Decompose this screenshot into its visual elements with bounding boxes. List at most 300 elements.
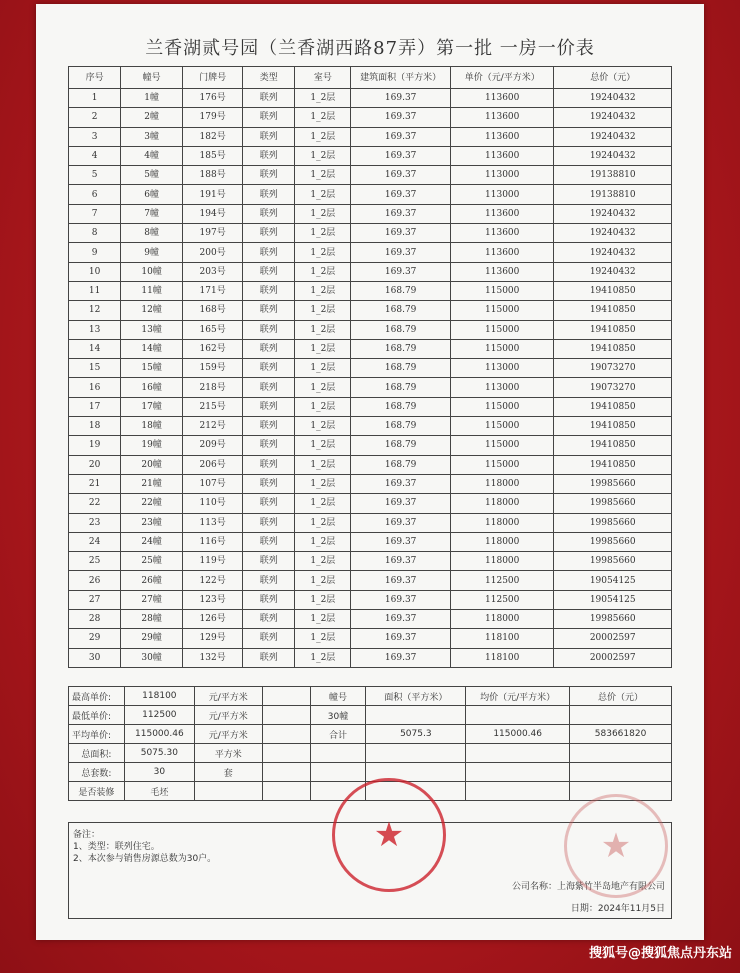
table-cell: 107号 xyxy=(183,474,243,493)
unit-count-unit: 套 xyxy=(194,763,262,782)
table-cell: 14幢 xyxy=(121,339,183,358)
table-cell: 19 xyxy=(69,436,121,455)
table-cell: 112500 xyxy=(450,590,554,609)
table-cell: 168.79 xyxy=(351,397,451,416)
table-cell: 19410850 xyxy=(554,339,672,358)
min-price-unit: 元/平方米 xyxy=(194,706,262,725)
table-cell: 5幢 xyxy=(121,166,183,185)
table-cell: 1_2层 xyxy=(295,494,351,513)
table-row xyxy=(69,455,672,474)
table-cell: 15幢 xyxy=(121,359,183,378)
table-cell: 1_2层 xyxy=(295,243,351,262)
table-cell: 115000 xyxy=(450,436,554,455)
table-row xyxy=(69,532,672,551)
notes-heading: 备注： xyxy=(73,830,101,840)
table-row xyxy=(69,224,672,243)
table-cell: 113600 xyxy=(450,108,554,127)
table-cell: 169.37 xyxy=(351,262,451,281)
table-row xyxy=(69,185,672,204)
table-cell: 113号 xyxy=(183,513,243,532)
table-cell: 20幢 xyxy=(121,455,183,474)
table-cell: 200号 xyxy=(183,243,243,262)
table-cell: 168.79 xyxy=(351,320,451,339)
table-cell: 17幢 xyxy=(121,397,183,416)
table-row xyxy=(69,590,672,609)
table-row xyxy=(69,417,672,436)
table-cell: 169.37 xyxy=(351,610,451,629)
table-cell: 113600 xyxy=(450,146,554,165)
table-cell: 122号 xyxy=(183,571,243,590)
table-cell: 19410850 xyxy=(554,281,672,300)
table-row xyxy=(69,146,672,165)
table-cell: 13 xyxy=(69,320,121,339)
unit-count-value: 30 xyxy=(124,763,194,782)
table-cell: 联列 xyxy=(243,301,295,320)
table-cell: 168.79 xyxy=(351,281,451,300)
table-cell: 8 xyxy=(69,224,121,243)
table-cell: 19240432 xyxy=(554,146,672,165)
table-cell: 4 xyxy=(69,146,121,165)
table-cell: 25幢 xyxy=(121,552,183,571)
total-avg-value: 115000.46 xyxy=(466,725,570,744)
total-area-summary: 5075.30 xyxy=(124,744,194,763)
table-cell: 169.37 xyxy=(351,89,451,108)
table-cell: 11 xyxy=(69,281,121,300)
table-cell: 169.37 xyxy=(351,204,451,223)
table-cell: 7幢 xyxy=(121,204,183,223)
table-cell: 113600 xyxy=(450,204,554,223)
table-cell: 联列 xyxy=(243,108,295,127)
seal-star-icon: ★ xyxy=(373,815,405,855)
table-cell: 26 xyxy=(69,571,121,590)
company-seal-stamp xyxy=(564,794,668,898)
table-row xyxy=(69,648,672,667)
issue-date: 日期：2024年11月5日 xyxy=(570,904,665,914)
table-cell: 212号 xyxy=(183,417,243,436)
table-cell: 1_2层 xyxy=(295,320,351,339)
table-cell: 176号 xyxy=(183,89,243,108)
table-cell: 22幢 xyxy=(121,494,183,513)
table-cell: 19985660 xyxy=(554,513,672,532)
table-row xyxy=(69,629,672,648)
unit-count-label: 总套数: xyxy=(69,763,125,782)
table-body xyxy=(69,89,672,668)
table-cell: 联列 xyxy=(243,359,295,378)
table-cell: 联列 xyxy=(243,436,295,455)
table-cell: 118000 xyxy=(450,610,554,629)
price-table xyxy=(68,66,672,668)
table-cell: 168.79 xyxy=(351,436,451,455)
table-cell: 23 xyxy=(69,513,121,532)
table-cell: 3 xyxy=(69,127,121,146)
table-row xyxy=(69,301,672,320)
total-col-header: 总价（元） xyxy=(570,687,672,706)
table-cell: 188号 xyxy=(183,166,243,185)
table-cell: 1_2层 xyxy=(295,417,351,436)
table-cell: 1_2层 xyxy=(295,629,351,648)
table-cell: 112500 xyxy=(450,571,554,590)
table-cell: 1_2层 xyxy=(295,610,351,629)
document-title: 兰香湖贰号园（兰香湖西路87弄）第一批 一房一价表 xyxy=(145,38,595,59)
table-cell: 7 xyxy=(69,204,121,223)
table-cell: 1_2层 xyxy=(295,455,351,474)
table-cell: 5 xyxy=(69,166,121,185)
column-header: 建筑面积（平方米） xyxy=(351,67,451,89)
table-cell: 113600 xyxy=(450,127,554,146)
table-cell: 169.37 xyxy=(351,224,451,243)
table-cell: 22 xyxy=(69,494,121,513)
table-cell: 1_2层 xyxy=(295,532,351,551)
table-header-row xyxy=(69,67,672,89)
note-line-2: 2、本次参与销售房源总数为30户。 xyxy=(73,854,217,864)
area-col-header: 面积（平方米） xyxy=(366,687,466,706)
table-cell: 169.37 xyxy=(351,243,451,262)
table-cell: 168.79 xyxy=(351,301,451,320)
table-cell: 1_2层 xyxy=(295,89,351,108)
table-cell: 19410850 xyxy=(554,320,672,339)
official-seal-stamp xyxy=(332,778,446,892)
table-cell: 169.37 xyxy=(351,127,451,146)
table-cell: 115000 xyxy=(450,397,554,416)
table-cell: 1_2层 xyxy=(295,513,351,532)
table-cell: 169.37 xyxy=(351,513,451,532)
table-cell: 126号 xyxy=(183,610,243,629)
table-row xyxy=(69,243,672,262)
table-cell: 29 xyxy=(69,629,121,648)
decoration-value: 毛坯 xyxy=(124,782,194,801)
table-cell: 12 xyxy=(69,301,121,320)
table-cell: 1_2层 xyxy=(295,108,351,127)
table-cell: 118000 xyxy=(450,474,554,493)
table-cell: 159号 xyxy=(183,359,243,378)
table-cell: 168.79 xyxy=(351,359,451,378)
table-cell: 19410850 xyxy=(554,397,672,416)
table-cell: 1幢 xyxy=(121,89,183,108)
column-header: 单价（元/平方米） xyxy=(450,67,554,89)
table-cell: 1_2层 xyxy=(295,378,351,397)
table-cell: 197号 xyxy=(183,224,243,243)
table-cell: 30幢 xyxy=(121,648,183,667)
table-row xyxy=(69,513,672,532)
table-cell: 19240432 xyxy=(554,204,672,223)
column-header: 室号 xyxy=(295,67,351,89)
table-cell: 118000 xyxy=(450,513,554,532)
table-cell: 1_2层 xyxy=(295,185,351,204)
table-cell: 169.37 xyxy=(351,590,451,609)
table-cell: 1_2层 xyxy=(295,127,351,146)
avg-price-label: 平均单价: xyxy=(69,725,125,744)
table-cell: 8幢 xyxy=(121,224,183,243)
table-cell: 113600 xyxy=(450,243,554,262)
table-cell: 19240432 xyxy=(554,224,672,243)
table-cell: 19073270 xyxy=(554,359,672,378)
table-cell: 27幢 xyxy=(121,590,183,609)
table-row xyxy=(69,552,672,571)
table-cell: 2幢 xyxy=(121,108,183,127)
table-cell: 179号 xyxy=(183,108,243,127)
table-cell: 1_2层 xyxy=(295,590,351,609)
table-cell: 21 xyxy=(69,474,121,493)
table-cell: 联列 xyxy=(243,185,295,204)
table-cell: 113600 xyxy=(450,262,554,281)
table-cell: 123号 xyxy=(183,590,243,609)
table-cell: 1_2层 xyxy=(295,552,351,571)
column-header: 总价（元） xyxy=(554,67,672,89)
table-row xyxy=(69,571,672,590)
table-cell: 19240432 xyxy=(554,243,672,262)
table-cell: 1_2层 xyxy=(295,474,351,493)
table-cell: 14 xyxy=(69,339,121,358)
table-cell: 联列 xyxy=(243,552,295,571)
table-cell: 118000 xyxy=(450,494,554,513)
table-row xyxy=(69,166,672,185)
table-row xyxy=(69,378,672,397)
table-cell: 联列 xyxy=(243,166,295,185)
table-cell: 169.37 xyxy=(351,532,451,551)
table-cell: 联列 xyxy=(243,224,295,243)
table-row xyxy=(69,320,672,339)
table-cell: 1_2层 xyxy=(295,359,351,378)
seal-star-icon: ★ xyxy=(600,826,632,866)
area-unit: 平方米 xyxy=(194,744,262,763)
table-cell: 12幢 xyxy=(121,301,183,320)
table-cell: 168.79 xyxy=(351,455,451,474)
table-cell: 169.37 xyxy=(351,146,451,165)
table-cell: 联列 xyxy=(243,513,295,532)
table-row xyxy=(69,281,672,300)
table-cell: 169.37 xyxy=(351,629,451,648)
building-count-value: 30幢 xyxy=(310,706,366,725)
table-row xyxy=(69,127,672,146)
table-cell: 联列 xyxy=(243,629,295,648)
table-cell: 19410850 xyxy=(554,455,672,474)
table-cell: 16幢 xyxy=(121,378,183,397)
table-cell: 27 xyxy=(69,590,121,609)
column-header: 幢号 xyxy=(121,67,183,89)
building-col-header: 幢号 xyxy=(310,687,366,706)
table-cell: 1_2层 xyxy=(295,224,351,243)
table-cell: 19240432 xyxy=(554,127,672,146)
table-cell: 联列 xyxy=(243,532,295,551)
table-cell: 169.37 xyxy=(351,185,451,204)
table-cell: 1_2层 xyxy=(295,166,351,185)
table-cell: 169.37 xyxy=(351,166,451,185)
table-cell: 19054125 xyxy=(554,590,672,609)
table-cell: 1_2层 xyxy=(295,204,351,223)
table-cell: 10幢 xyxy=(121,262,183,281)
table-cell: 26幢 xyxy=(121,571,183,590)
table-cell: 115000 xyxy=(450,281,554,300)
table-cell: 115000 xyxy=(450,417,554,436)
table-cell: 119号 xyxy=(183,552,243,571)
table-cell: 169.37 xyxy=(351,108,451,127)
table-cell: 19985660 xyxy=(554,532,672,551)
table-cell: 19985660 xyxy=(554,610,672,629)
table-cell: 19幢 xyxy=(121,436,183,455)
min-price-value: 112500 xyxy=(124,706,194,725)
table-cell: 24 xyxy=(69,532,121,551)
table-row xyxy=(69,397,672,416)
table-cell: 19985660 xyxy=(554,552,672,571)
table-cell: 24幢 xyxy=(121,532,183,551)
table-cell: 19410850 xyxy=(554,417,672,436)
column-header: 门牌号 xyxy=(183,67,243,89)
table-cell: 28 xyxy=(69,610,121,629)
table-cell: 118000 xyxy=(450,552,554,571)
total-label: 合计 xyxy=(310,725,366,744)
max-price-label: 最高单价: xyxy=(69,687,125,706)
table-cell: 联列 xyxy=(243,339,295,358)
table-cell: 116号 xyxy=(183,532,243,551)
table-cell: 联列 xyxy=(243,397,295,416)
table-cell: 113000 xyxy=(450,166,554,185)
table-cell: 联列 xyxy=(243,127,295,146)
max-price-value: 118100 xyxy=(124,687,194,706)
table-cell: 1_2层 xyxy=(295,397,351,416)
table-cell: 113600 xyxy=(450,224,554,243)
table-row xyxy=(69,204,672,223)
table-cell: 215号 xyxy=(183,397,243,416)
table-cell: 13幢 xyxy=(121,320,183,339)
table-cell: 168号 xyxy=(183,301,243,320)
table-cell: 19985660 xyxy=(554,494,672,513)
avg-price-value: 115000.46 xyxy=(124,725,194,744)
table-cell: 171号 xyxy=(183,281,243,300)
table-row xyxy=(69,494,672,513)
avg-price-unit: 元/平方米 xyxy=(194,725,262,744)
table-cell: 15 xyxy=(69,359,121,378)
table-cell: 1_2层 xyxy=(295,571,351,590)
table-cell: 118100 xyxy=(450,648,554,667)
total-price-value: 583661820 xyxy=(570,725,672,744)
table-cell: 联列 xyxy=(243,417,295,436)
table-cell: 19240432 xyxy=(554,89,672,108)
table-cell: 联列 xyxy=(243,648,295,667)
table-cell: 113000 xyxy=(450,185,554,204)
table-cell: 18 xyxy=(69,417,121,436)
avg-col-header: 均价（元/平方米） xyxy=(466,687,570,706)
table-cell: 3幢 xyxy=(121,127,183,146)
table-cell: 110号 xyxy=(183,494,243,513)
company-name: 公司名称：上海紫竹半岛地产有限公司 xyxy=(511,882,665,892)
table-cell: 16 xyxy=(69,378,121,397)
table-cell: 165号 xyxy=(183,320,243,339)
table-cell: 联列 xyxy=(243,571,295,590)
total-area-label: 总面积: xyxy=(69,744,125,763)
table-cell: 168.79 xyxy=(351,417,451,436)
table-cell: 1_2层 xyxy=(295,301,351,320)
table-cell: 20002597 xyxy=(554,648,672,667)
table-cell: 21幢 xyxy=(121,474,183,493)
table-cell: 206号 xyxy=(183,455,243,474)
table-cell: 19240432 xyxy=(554,108,672,127)
table-cell: 9 xyxy=(69,243,121,262)
table-cell: 17 xyxy=(69,397,121,416)
table-row xyxy=(69,359,672,378)
min-price-label: 最低单价: xyxy=(69,706,125,725)
table-cell: 169.37 xyxy=(351,648,451,667)
column-header: 类型 xyxy=(243,67,295,89)
table-cell: 118100 xyxy=(450,629,554,648)
table-cell: 182号 xyxy=(183,127,243,146)
table-cell: 联列 xyxy=(243,204,295,223)
table-cell: 2 xyxy=(69,108,121,127)
table-cell: 1_2层 xyxy=(295,281,351,300)
table-cell: 9幢 xyxy=(121,243,183,262)
table-cell: 19240432 xyxy=(554,262,672,281)
table-cell: 115000 xyxy=(450,301,554,320)
table-cell: 19410850 xyxy=(554,301,672,320)
note-line-1: 1、类型：联列住宅。 xyxy=(73,842,160,852)
table-cell: 1_2层 xyxy=(295,648,351,667)
table-cell: 115000 xyxy=(450,339,554,358)
table-cell: 218号 xyxy=(183,378,243,397)
table-cell: 1_2层 xyxy=(295,339,351,358)
table-cell: 168.79 xyxy=(351,378,451,397)
table-cell: 28幢 xyxy=(121,610,183,629)
table-cell: 4幢 xyxy=(121,146,183,165)
total-area-value: 5075.3 xyxy=(366,725,466,744)
table-cell: 19410850 xyxy=(554,436,672,455)
table-row xyxy=(69,262,672,281)
table-cell: 1 xyxy=(69,89,121,108)
table-cell: 115000 xyxy=(450,320,554,339)
table-cell: 169.37 xyxy=(351,571,451,590)
table-cell: 11幢 xyxy=(121,281,183,300)
table-cell: 132号 xyxy=(183,648,243,667)
table-cell: 169.37 xyxy=(351,552,451,571)
table-cell: 18幢 xyxy=(121,417,183,436)
table-cell: 168.79 xyxy=(351,339,451,358)
table-row xyxy=(69,339,672,358)
table-cell: 1_2层 xyxy=(295,436,351,455)
table-cell: 1_2层 xyxy=(295,146,351,165)
table-cell: 113000 xyxy=(450,378,554,397)
table-cell: 19138810 xyxy=(554,185,672,204)
table-cell: 191号 xyxy=(183,185,243,204)
table-cell: 联列 xyxy=(243,281,295,300)
table-cell: 联列 xyxy=(243,262,295,281)
table-row xyxy=(69,89,672,108)
table-cell: 10 xyxy=(69,262,121,281)
table-cell: 162号 xyxy=(183,339,243,358)
table-cell: 118000 xyxy=(450,532,554,551)
table-cell: 联列 xyxy=(243,89,295,108)
table-cell: 23幢 xyxy=(121,513,183,532)
table-cell: 169.37 xyxy=(351,474,451,493)
table-cell: 20 xyxy=(69,455,121,474)
table-cell: 203号 xyxy=(183,262,243,281)
table-cell: 19985660 xyxy=(554,474,672,493)
table-row xyxy=(69,108,672,127)
table-cell: 联列 xyxy=(243,320,295,339)
table-row xyxy=(69,610,672,629)
table-cell: 185号 xyxy=(183,146,243,165)
table-cell: 联列 xyxy=(243,378,295,397)
table-cell: 6 xyxy=(69,185,121,204)
table-cell: 6幢 xyxy=(121,185,183,204)
table-cell: 1_2层 xyxy=(295,262,351,281)
table-cell: 129号 xyxy=(183,629,243,648)
table-cell: 169.37 xyxy=(351,494,451,513)
table-row xyxy=(69,436,672,455)
price-list-document xyxy=(36,4,704,940)
table-cell: 25 xyxy=(69,552,121,571)
table-cell: 209号 xyxy=(183,436,243,455)
column-header: 序号 xyxy=(69,67,121,89)
table-cell: 30 xyxy=(69,648,121,667)
table-cell: 115000 xyxy=(450,455,554,474)
